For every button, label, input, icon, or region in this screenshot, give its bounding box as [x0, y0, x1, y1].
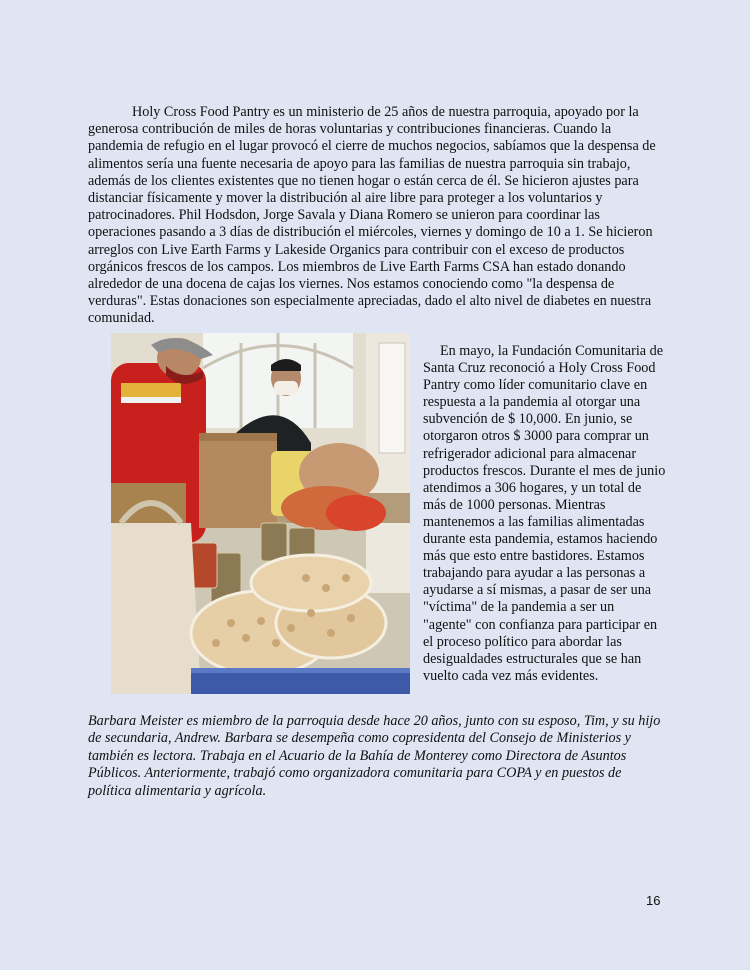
food-pantry-photo	[111, 333, 410, 694]
main-paragraph-text: Holy Cross Food Pantry es un ministerio de 25 años de nuestra parroquia, apoyado por la generosa contribución de miles de horas voluntarias y contribuciones financieras. Cuando la pandemia de refugio en el lugar provocó el cierre de muchos negocios, sabíamos que la despensa de alimentos sería una fuente necesaria de apoyo para las familias de nuestra parroquia sin trabajo, además de los clientes existentes que no tienen hogar o están cerca de él. Se hicieron ajustes para distanciar físicamente y mover la distribución al aire libre para proteger a los voluntarios y patrocinadores. Phil Hodsdon, Jorge Savala y Diana Romero se unieron para coordinar las operaciones pasando a 3 días de distribución el miércoles, viernes y domingo de 10 a 1. Se hicieron arreglos con Live Earth Farms y Lakeside Organics para contribuir con el exceso de productos orgánicos frescos de los campos. Los miembros de Live Earth Farms CSA han estado donando alrededor de una docena de cajas los viernes. Nos estamos conociendo como "la despensa de verduras". Estas donaciones son especialmente apreciadas, dado el alto nivel de diabetes en nuestra comunidad.	[88, 104, 656, 327]
page-number: 16	[646, 893, 661, 908]
main-paragraph	[88, 104, 663, 328]
side-paragraph	[423, 343, 666, 685]
side-paragraph-text: En mayo, la Fundación Comunitaria de Santa Cruz reconoció a Holy Cross Food Pantry como líder comunitario clave en respuesta a la pandemia al otorgar una subvención de $ 10,000. En junio, se otorgaron otros $ 3000 para comprar un refrigerador adicional para almacenar productos frescos. Durante el mes de junio atendimos a 306 hogares, y un total de más de 1000 personas. Mientras mantenemos a las familias alimentadas durante esta pandemia, estamos haciendo más que esto entre bastidores. Estamos trabajando para ayudar a las personas a ayudarse a sí mismas, a pasar de ser una "víctima" de la pandemia a ser un "agente" con confianza para participar en el proceso político para abordar las desigualdades estructurales que se han vuelto cada vez más evidentes.	[423, 343, 666, 684]
author-bio: Barbara Meister es miembro de la parroquia desde hace 20 años, junto con su esposo, Tim, y su hijo de secundaria, Andrew. Barbara se desempeña como copresidenta del Consejo de Ministerios y también es lectora. Trabaja en el Acuario de la Bahía de Monterey como Directora de Asuntos Públicos. Anteriormente, trabajó como organizadora comunitaria para COPA y en puestos de política alimentaria y agrícola.	[88, 713, 661, 799]
